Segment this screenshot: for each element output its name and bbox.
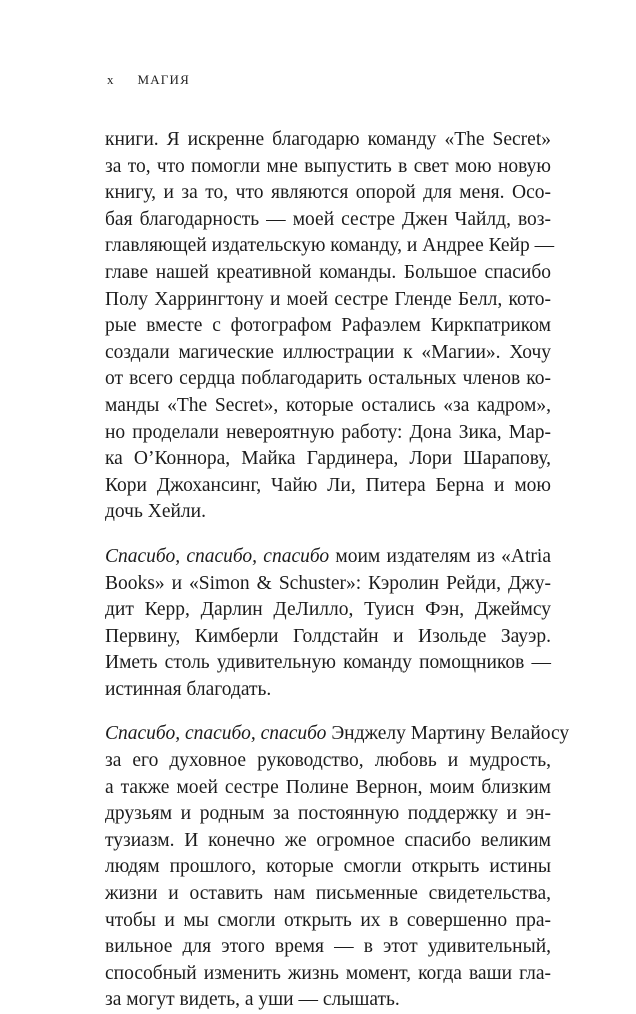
text-line: за могут видеть, а уши — слышать. <box>105 989 400 1011</box>
paragraph <box>105 544 551 704</box>
text-line: Спасибо, спасибо, спасибо моим издателям из «Atria <box>105 545 551 567</box>
page-number: x <box>107 72 115 87</box>
paragraph-gap <box>105 703 551 721</box>
body-text <box>105 127 570 1014</box>
text-line: друзьям и родным за постоянную поддержку и эн- <box>105 803 551 825</box>
text-line: людям прошлого, которые смогли открыть истины <box>105 856 551 878</box>
running-title: МАГИЯ <box>137 72 190 87</box>
text-line: но проделали невероятную работу: Дона Зика, Мар- <box>105 421 551 443</box>
text-line: Иметь столь удивительную команду помощников — <box>105 652 551 674</box>
text-line: дит Керр, Дарлин ДеЛилло, Туисн Фэн, Джеймсу <box>105 599 551 621</box>
text-line: за его духовное руководство, любовь и мудрость, <box>105 750 551 772</box>
text-line: Полу Харрингтону и моей сестре Гленде Белл, кото- <box>105 288 551 310</box>
running-head <box>107 72 190 88</box>
text-line: от всего сердца поблагодарить остальных членов ко- <box>105 368 551 390</box>
text-line: вильное для этого время — в этот удивительный, <box>105 936 551 958</box>
text-line: создали магические иллюстрации к «Магии». Хочу <box>105 341 551 363</box>
text-line: жизни и оставить нам письменные свидетельства, <box>105 883 551 905</box>
text-line: книгу, и за то, что являются опорой для меня. Осо- <box>105 182 551 204</box>
text-line: Первину, Кимберли Голдстайн и Изольде Зауэр. <box>105 625 551 647</box>
text-line: Кори Джохансинг, Чайю Ли, Питера Берна и мою <box>105 474 551 496</box>
italic-emphasis: Спасибо, спасибо, спасибо <box>105 723 327 745</box>
text-line: бая благодарность — моей сестре Джен Чайлд, воз- <box>105 208 551 230</box>
paragraph <box>105 127 555 526</box>
paragraph <box>105 721 570 1014</box>
text-line: главляющей издательскую команду, и Андрее Кейр — <box>105 235 555 257</box>
text-line: Спасибо, спасибо, спасибо Энджелу Мартину Велайосу <box>105 723 570 745</box>
text-line: книги. Я искренне благодарю команду «The Secret» <box>105 129 551 150</box>
text-line: способный изменить жизнь момент, когда ваши гла- <box>105 962 551 984</box>
text-line: Books» и «Simon & Schuster»: Кэролин Рейди, Джу- <box>105 572 551 594</box>
text-line: тузиазм. И конечно же огромное спасибо великим <box>105 829 551 851</box>
italic-emphasis: Спасибо, спасибо, спасибо <box>105 545 330 567</box>
text-line: манды «The Secret», которые остались «за кадром», <box>105 394 551 416</box>
text-line: за то, что помогли мне выпустить в свет мою новую <box>105 155 551 177</box>
text-line: чтобы и мы смогли открыть их в совершенно пра- <box>105 909 551 931</box>
text-line: а также моей сестре Полине Вернон, моим близким <box>105 776 551 798</box>
text-line: рые вместе с фотографом Рафаэлем Киркпатриком <box>105 315 551 337</box>
paragraph-gap <box>105 526 551 544</box>
text-line: дочь Хейли. <box>105 501 206 523</box>
text-line: ка О’Коннора, Майка Гардинера, Лори Шарапову, <box>105 448 551 470</box>
text-line: истинная благодать. <box>105 678 272 700</box>
text-line: главе нашей креативной команды. Большое спасибо <box>105 261 551 283</box>
